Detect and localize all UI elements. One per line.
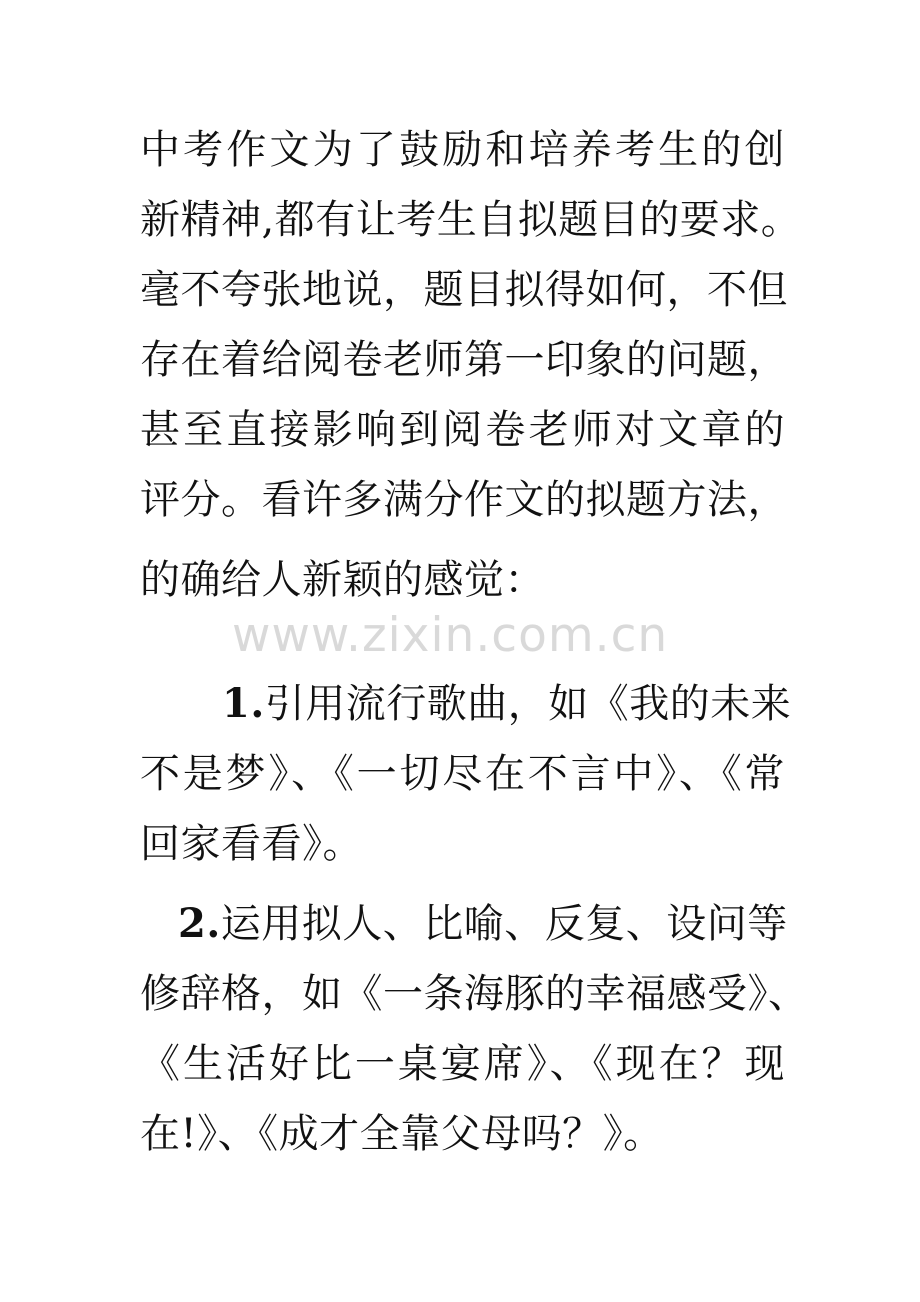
- item2-line-3: 《生活好比一桌宴席》、《现在？现: [140, 1041, 785, 1087]
- item1-line-2: 不是梦》、《一切尽在不言中》、《常: [140, 751, 785, 797]
- intro-line-5: 甚至直接影响到阅卷老师对文章的: [140, 407, 785, 453]
- intro-line-6: 评分。看许多满分作文的拟题方法，: [140, 477, 788, 523]
- watermark: www.zixin.com.cn: [232, 608, 669, 663]
- intro-line-7: 的确给人新颖的感觉：: [140, 557, 545, 603]
- intro-line-4: 存在着给阅卷老师第一印象的问题，: [140, 337, 788, 383]
- item2-text-1: 运用拟人、比喻、反复、设问等: [220, 901, 788, 947]
- item1-line-3: 回家看看》。: [140, 821, 363, 867]
- intro-line-3: 毫不夸张地说，题目拟得如何，不但: [140, 267, 788, 313]
- item2-line-1: [178, 900, 788, 948]
- item1-text-1: 引用流行歌曲，如《我的未来: [264, 681, 792, 727]
- intro-line-2: 新精神,都有让考生自拟题目的要求。: [140, 197, 802, 243]
- intro-line-1: 中考作文为了鼓励和培养考生的创: [140, 127, 785, 173]
- item2-line-4: 在!》、《成才全靠父母吗？》。: [140, 1111, 664, 1157]
- item2-number: 2.: [178, 900, 221, 947]
- item1-line-1: [222, 680, 792, 728]
- item1-number: 1.: [222, 680, 265, 727]
- item2-line-2: 修辞格，如《一条海豚的幸福感受》、: [140, 971, 809, 1017]
